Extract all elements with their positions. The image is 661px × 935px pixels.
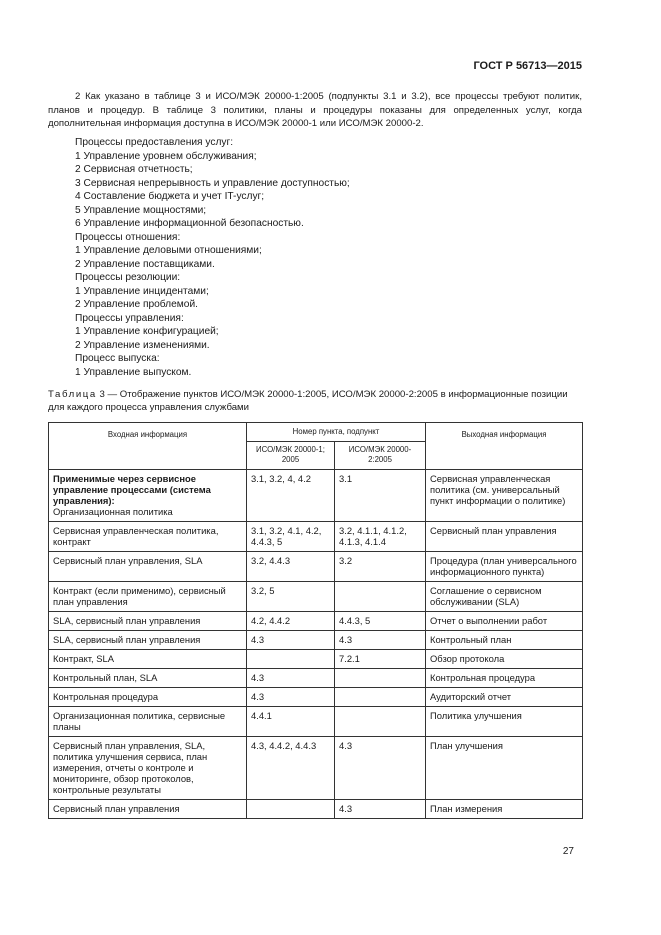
- cell-input: [49, 707, 247, 737]
- cell-iso-20000-2: 4.3: [335, 737, 426, 800]
- cell-input-text: Контрольный план, SLA: [53, 672, 158, 683]
- cell-iso-20000-1: [247, 650, 335, 669]
- cell-input: [49, 737, 247, 800]
- list-item: 2 Сервисная отчетность;: [75, 164, 193, 175]
- cell-input: [49, 552, 247, 582]
- cell-output: Процедура (план универсального информационного пункта): [426, 552, 583, 582]
- document-code: ГОСТ Р 56713—2015: [473, 60, 582, 72]
- list-item: 5 Управление мощностями;: [75, 204, 207, 216]
- cell-input: [49, 470, 247, 522]
- cell-iso-20000-1: [247, 800, 335, 819]
- list-item: 6 Управление информационной безопасностью.: [75, 218, 304, 229]
- list-item: Процессы управления:: [75, 312, 184, 324]
- cell-input: [49, 612, 247, 631]
- list-item: 1 Управление деловыми отношениями;: [75, 245, 262, 256]
- cell-input-text: Сервисная управленческая политика, контракт: [53, 525, 219, 547]
- cell-iso-20000-1: 4.4.1: [247, 707, 335, 737]
- table-body: [49, 470, 583, 819]
- cell-iso-20000-2: [335, 669, 426, 688]
- table-row: [49, 688, 583, 707]
- header-iso-20000-2: ИСО/МЭК 20000-2:2005: [335, 442, 426, 470]
- list-item: 1 Управление выпуском.: [75, 366, 192, 378]
- list-item: 2 Управление проблемой.: [75, 299, 198, 310]
- list-item: 1 Управление конфигурацией;: [75, 326, 219, 337]
- mapping-table: [48, 422, 583, 819]
- list-item: Процесс выпуска:: [75, 353, 160, 364]
- process-list: [75, 136, 350, 379]
- cell-input: [49, 650, 247, 669]
- list-item: 2 Управление изменениями.: [75, 339, 210, 351]
- list-item: 1 Управление инцидентами;: [75, 285, 209, 297]
- cell-input-text: Сервисный план управления: [53, 803, 180, 814]
- header-output: Выходная информация: [426, 423, 583, 470]
- cell-input-text: Организационная политика, сервисные планы: [53, 710, 226, 732]
- intro-paragraph: 2 Как указано в таблице 3 и ИСО/МЭК 20000-1:2005 (подпункты 3.1 и 3.2), все процессы требуют политик, планов и процедур. В таблице 3 политики, планы и процедуры показаны для определенных услуг, когда дополнительная информация доступна в ИСО/МЭК 20000-1 или ИСО/МЭК 20000-2.: [48, 91, 582, 129]
- cell-iso-20000-1: 3.2, 5: [247, 582, 335, 612]
- table-caption: [48, 388, 582, 414]
- cell-iso-20000-1: 3.2, 4.4.3: [247, 552, 335, 582]
- cell-iso-20000-1: 4.3, 4.4.2, 4.4.3: [247, 737, 335, 800]
- list-item: 3 Сервисная непрерывность и управление доступностью;: [75, 177, 350, 189]
- cell-iso-20000-2: 4.4.3, 5: [335, 612, 426, 631]
- cell-iso-20000-2: 4.3: [335, 800, 426, 819]
- cell-input: [49, 631, 247, 650]
- cell-input: [49, 800, 247, 819]
- table-row: [49, 650, 583, 669]
- cell-input-text: Сервисный план управления, SLA, политика улучшения сервиса, план измерения, отчеты о контроле и мониторинге, обзор протоколов, контрольные результаты: [53, 740, 208, 795]
- table-row: [49, 522, 583, 552]
- cell-input-text: Контракт (если применимо), сервисный план управления: [53, 585, 226, 607]
- cell-iso-20000-2: [335, 707, 426, 737]
- cell-input-text: Контракт, SLA: [53, 653, 114, 664]
- table-row: [49, 631, 583, 650]
- cell-iso-20000-1: 4.3: [247, 688, 335, 707]
- cell-output: Отчет о выполнении работ: [426, 612, 583, 631]
- table-row: [49, 582, 583, 612]
- table-row: [49, 669, 583, 688]
- cell-input: [49, 522, 247, 552]
- page-number: 27: [562, 846, 574, 857]
- cell-iso-20000-2: 3.2, 4.1.1, 4.1.2, 4.1.3, 4.1.4: [335, 522, 426, 552]
- caption-text: 3 — Отображение пунктов ИСО/МЭК 20000-1:2005, ИСО/МЭК 20000-2:2005 в информационные позиции для каждого процесса управления службами: [48, 389, 568, 413]
- cell-iso-20000-2: 3.1: [335, 470, 426, 522]
- cell-iso-20000-1: 4.2, 4.4.2: [247, 612, 335, 631]
- cell-output: Контрольная процедура: [426, 669, 583, 688]
- cell-iso-20000-2: [335, 688, 426, 707]
- table-row: [49, 470, 583, 522]
- cell-output: Аудиторский отчет: [426, 688, 583, 707]
- cell-input-text: SLA, сервисный план управления: [53, 634, 201, 645]
- cell-iso-20000-1: 4.3: [247, 631, 335, 650]
- table-row: [49, 552, 583, 582]
- cell-iso-20000-1: 3.1, 3.2, 4, 4.2: [247, 470, 335, 522]
- header-iso-20000-1: ИСО/МЭК 20000-1; 2005: [247, 442, 335, 470]
- cell-input-heading: Применимые через сервисное управление процессами (система управления):: [53, 473, 211, 506]
- table-row: [49, 737, 583, 800]
- cell-input-text: Сервисный план управления, SLA: [53, 555, 203, 566]
- cell-output: Контрольный план: [426, 631, 583, 650]
- cell-output: Сервисная управленческая политика (см. универсальный пункт информации о политике): [426, 470, 583, 522]
- cell-iso-20000-2: 3.2: [335, 552, 426, 582]
- list-item: Процессы предоставления услуг:: [75, 137, 234, 148]
- list-item: Процессы резолюции:: [75, 272, 181, 283]
- list-item: 4 Составление бюджета и учет IT-услуг;: [75, 191, 265, 202]
- cell-iso-20000-2: [335, 582, 426, 612]
- table-row: [49, 800, 583, 819]
- cell-iso-20000-1: 4.3: [247, 669, 335, 688]
- cell-iso-20000-1: 3.1, 3.2, 4.1, 4.2, 4.4.3, 5: [247, 522, 335, 552]
- cell-output: Сервисный план управления: [426, 522, 583, 552]
- table-row: [49, 612, 583, 631]
- cell-input: [49, 582, 247, 612]
- cell-output: План измерения: [426, 800, 583, 819]
- header-input: Входная информация: [49, 423, 247, 470]
- header-number: Номер пункта, подпункт: [247, 423, 426, 442]
- cell-input-text: Организационная политика: [53, 506, 173, 517]
- cell-output: Обзор протокола: [426, 650, 583, 669]
- cell-output: Политика улучшения: [426, 707, 583, 737]
- cell-iso-20000-2: 7.2.1: [335, 650, 426, 669]
- list-item: 1 Управление уровнем обслуживания;: [75, 150, 257, 162]
- list-item: 2 Управление поставщиками.: [75, 258, 215, 270]
- cell-iso-20000-2: 4.3: [335, 631, 426, 650]
- cell-output: Соглашение о сервисном обслуживании (SLA): [426, 582, 583, 612]
- cell-input: [49, 669, 247, 688]
- list-item: Процессы отношения:: [75, 231, 181, 243]
- table-row: [49, 707, 583, 737]
- cell-input: [49, 688, 247, 707]
- cell-output: План улучшения: [426, 737, 583, 800]
- cell-input-text: Контрольная процедура: [53, 691, 159, 702]
- caption-label: Таблица: [48, 389, 97, 400]
- cell-input-text: SLA, сервисный план управления: [53, 615, 201, 626]
